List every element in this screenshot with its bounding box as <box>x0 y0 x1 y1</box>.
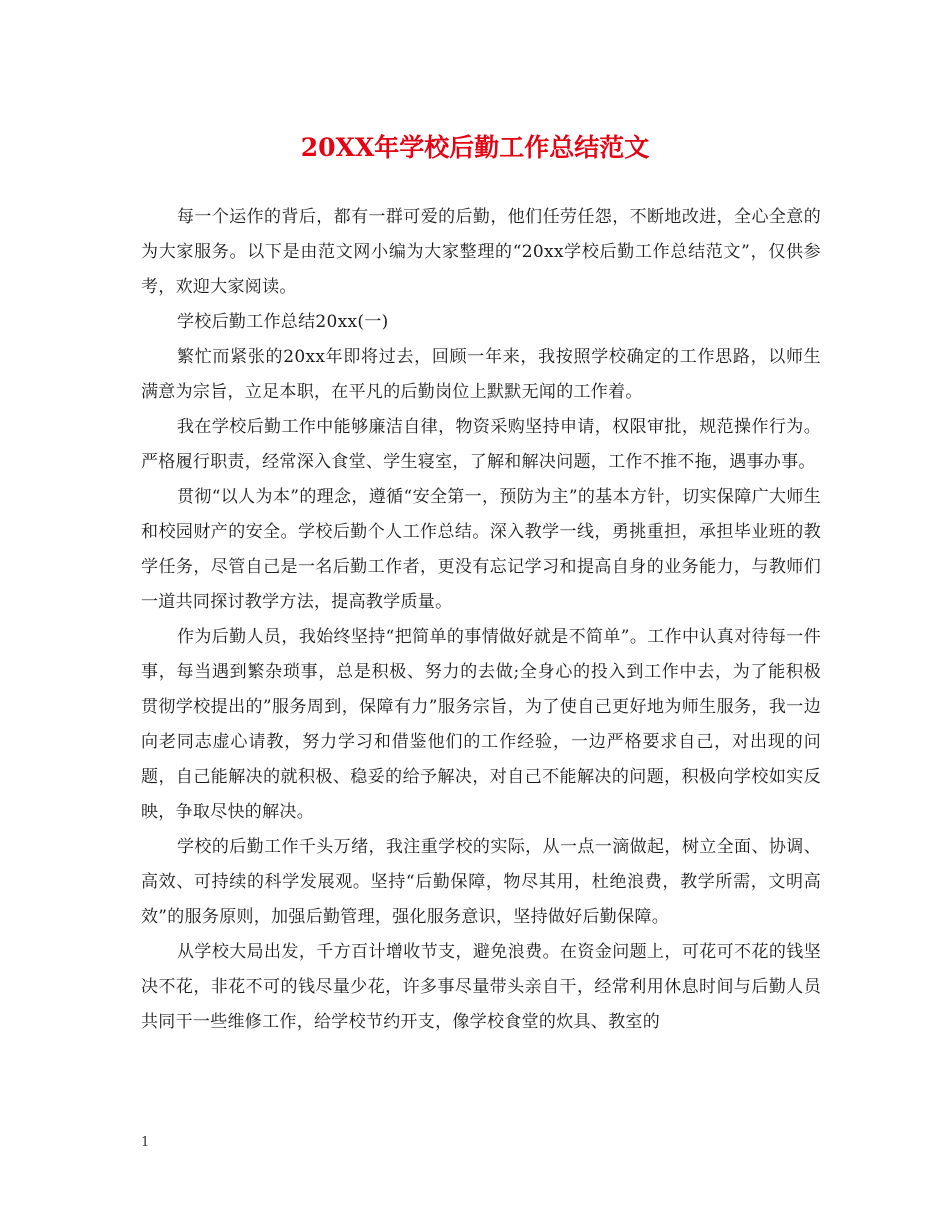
paragraph-body: 繁忙而紧张的20xx年即将过去，回顾一年来，我按照学校确定的工作思路，以师生满意为宗旨，立足本职，在平凡的后勤岗位上默默无闻的工作着。 <box>141 347 821 402</box>
paragraph-section-heading: 学校后勤工作总结20xx(一) <box>177 312 389 332</box>
paragraph-body: 我在学校后勤工作中能够廉洁自律，物资采购坚持申请，权限审批，规范操作行为。严格履行职责，经常深入食堂、学生寝室，了解和解决问题，工作不推不拖，遇事办事。 <box>141 417 821 472</box>
page-number: 1 <box>141 1135 150 1150</box>
paragraph-body: 作为后勤人员，我始终坚持“把简单的事情做好就是不简单”。工作中认真对待每一件事，每当遇到繁杂琐事，总是积极、努力的去做;全身心的投入到工作中去，为了能积极贯彻学校提出的”服务周到，保障有力”服务宗旨，为了使自己更好地为师生服务，我一边向老同志虚心请教，努力学习和借鉴他们的工作经验，一边严格要求自己，对出现的问题，自己能解决的就积极、稳妥的给予解决，对自己不能解决的问题，积极向学校如实反映，争取尽快的解决。 <box>141 627 821 822</box>
document-title: 20XX年学校后勤工作总结范文 <box>300 133 650 162</box>
paragraph-body: 从学校大局出发，千方百计增收节支，避免浪费。在资金问题上，可花可不花的钱坚决不花，非花不可的钱尽量少花，许多事尽量带头亲自干，经常利用休息时间与后勤人员共同干一些维修工作，给学校节约开支，像学校食堂的炊具、教室的 <box>141 942 821 1032</box>
paragraph-body: 贯彻“以人为本”的理念，遵循“安全第一，预防为主”的基本方针，切实保障广大师生和校园财产的安全。学校后勤个人工作总结。深入教学一线，勇挑重担，承担毕业班的教学任务，尽管自己是一名后勤工作者，更没有忘记学习和提高自身的业务能力，与教师们一道共同探讨教学方法，提高教学质量。 <box>141 487 821 612</box>
paragraph-body: 学校的后勤工作千头万绪，我注重学校的实际，从一点一滴做起，树立全面、协调、高效、可持续的科学发展观。坚持“后勤保障，物尽其用，杜绝浪费，教学所需，文明高效”的服务原则，加强后勤管理，强化服务意识，坚持做好后勤保障。 <box>141 837 821 927</box>
document-body <box>141 200 821 1040</box>
paragraph-intro: 每一个运作的背后，都有一群可爱的后勤，他们任劳任怨，不断地改进，全心全意的为大家服务。以下是由范文网小编为大家整理的“20xx学校后勤工作总结范文”，仅供参考，欢迎大家阅读。 <box>141 207 821 297</box>
